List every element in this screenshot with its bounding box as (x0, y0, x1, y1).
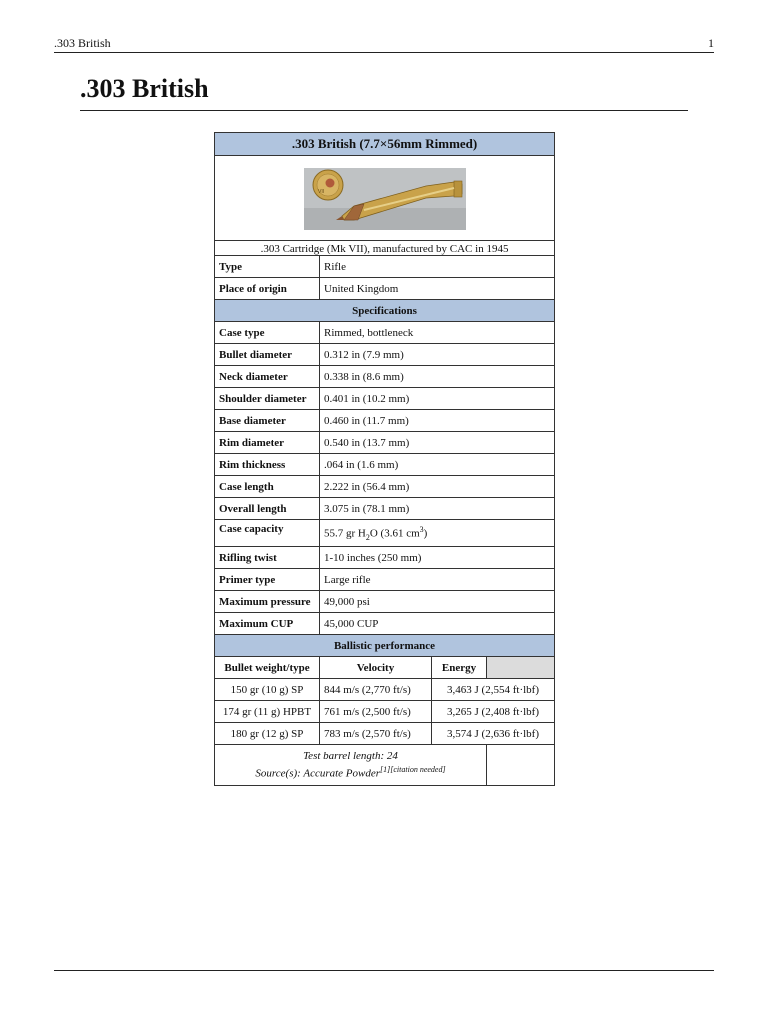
spec-row (215, 569, 555, 591)
energy-cell: 3,265 J (2,408 ft·lbf) (432, 701, 555, 723)
capacity-sup: 3 (419, 524, 424, 534)
footnote-empty-cell (487, 745, 555, 786)
col-head-bullet: Bullet weight/type (215, 657, 320, 679)
citation-needed-link[interactable]: [citation needed] (390, 765, 446, 775)
spec-value: 0.460 in (11.7 mm) (320, 410, 555, 432)
spec-label: Maximum CUP (215, 613, 320, 635)
specifications-heading: Specifications (215, 300, 555, 322)
info-value: Rifle (320, 256, 555, 278)
velocity-cell: 783 m/s (2,570 ft/s) (320, 723, 432, 745)
spec-value: .064 in (1.6 mm) (320, 454, 555, 476)
info-value: United Kingdom (320, 278, 555, 300)
info-row-type (215, 256, 555, 278)
running-title: .303 British (54, 36, 111, 50)
bullet-cell: 180 gr (12 g) SP (215, 723, 320, 745)
spec-value: 1-10 inches (250 mm) (320, 547, 555, 569)
page-title: .303 British (80, 74, 209, 103)
spec-value: 3.075 in (78.1 mm) (320, 498, 555, 520)
spec-row (215, 432, 555, 454)
capacity-sub: 2 (365, 532, 370, 542)
spec-row (215, 410, 555, 432)
capacity-suffix: ) (423, 527, 428, 540)
spec-label: Case length (215, 476, 320, 498)
infobox-image-caption: .303 Cartridge (Mk VII), manufactured by CAC in 1945 (215, 241, 555, 256)
ballistics-row (215, 723, 555, 745)
spec-value (320, 520, 555, 547)
spec-value: 45,000 CUP (320, 613, 555, 635)
spec-label: Case capacity (215, 520, 320, 547)
spec-row (215, 344, 555, 366)
spec-label: Rifling twist (215, 547, 320, 569)
infobox-title: .303 British (7.7×56mm Rimmed) (215, 133, 555, 156)
spec-row (215, 476, 555, 498)
footer-divider (54, 970, 714, 971)
info-row-origin (215, 278, 555, 300)
spec-row (215, 366, 555, 388)
test-barrel-length: Test barrel length: 24 (303, 750, 398, 763)
spec-label: Base diameter (215, 410, 320, 432)
spec-row (215, 498, 555, 520)
bullet-cell: 150 gr (10 g) SP (215, 679, 320, 701)
spec-label: Shoulder diameter (215, 388, 320, 410)
spec-label: Case type (215, 322, 320, 344)
spec-label: Primer type (215, 569, 320, 591)
infobox (214, 132, 555, 786)
svg-text:VII: VII (317, 188, 324, 195)
spec-value: 0.540 in (13.7 mm) (320, 432, 555, 454)
col-head-empty (487, 657, 555, 679)
spec-row-case-capacity (215, 520, 555, 547)
spec-value: Rimmed, bottleneck (320, 322, 555, 344)
col-head-velocity: Velocity (320, 657, 432, 679)
spec-value: 0.401 in (10.2 mm) (320, 388, 555, 410)
spec-value: 2.222 in (56.4 mm) (320, 476, 555, 498)
info-label: Type (215, 256, 320, 278)
capacity-mid: O (3.61 cm (369, 527, 420, 540)
spec-value: Large rifle (320, 569, 555, 591)
ballistics-footnote (215, 745, 487, 786)
spec-row (215, 591, 555, 613)
spec-value: 0.338 in (8.6 mm) (320, 366, 555, 388)
col-head-energy: Energy (432, 657, 487, 679)
ballistics-heading: Ballistic performance (215, 635, 555, 657)
spec-row (215, 322, 555, 344)
page-number: 1 (708, 36, 714, 50)
cartridge-image[interactable] (304, 168, 466, 230)
source-line (219, 763, 482, 781)
ballistics-header-row (215, 657, 555, 679)
ballistics-row (215, 701, 555, 723)
info-label: Place of origin (215, 278, 320, 300)
spec-label: Maximum pressure (215, 591, 320, 613)
spec-row (215, 388, 555, 410)
capacity-prefix: 55.7 gr H (324, 527, 366, 540)
velocity-cell: 844 m/s (2,770 ft/s) (320, 679, 432, 701)
spec-row (215, 454, 555, 476)
spec-label: Rim thickness (215, 454, 320, 476)
bullet-cell: 174 gr (11 g) HPBT (215, 701, 320, 723)
title-divider (80, 110, 688, 111)
ballistics-footnote-row (215, 745, 555, 786)
running-header (54, 36, 714, 53)
source-text: Source(s): Accurate Powder (255, 767, 381, 780)
infobox-image-cell (215, 156, 555, 241)
energy-cell: 3,574 J (2,636 ft·lbf) (432, 723, 555, 745)
spec-label: Overall length (215, 498, 320, 520)
velocity-cell: 761 m/s (2,500 ft/s) (320, 701, 432, 723)
spec-label: Bullet diameter (215, 344, 320, 366)
reference-link[interactable]: [1] (380, 765, 391, 775)
spec-label: Rim diameter (215, 432, 320, 454)
spec-label: Neck diameter (215, 366, 320, 388)
spec-value: 49,000 psi (320, 591, 555, 613)
spec-value: 0.312 in (7.9 mm) (320, 344, 555, 366)
ballistics-row (215, 679, 555, 701)
energy-cell: 3,463 J (2,554 ft·lbf) (432, 679, 555, 701)
spec-row (215, 547, 555, 569)
spec-row (215, 613, 555, 635)
